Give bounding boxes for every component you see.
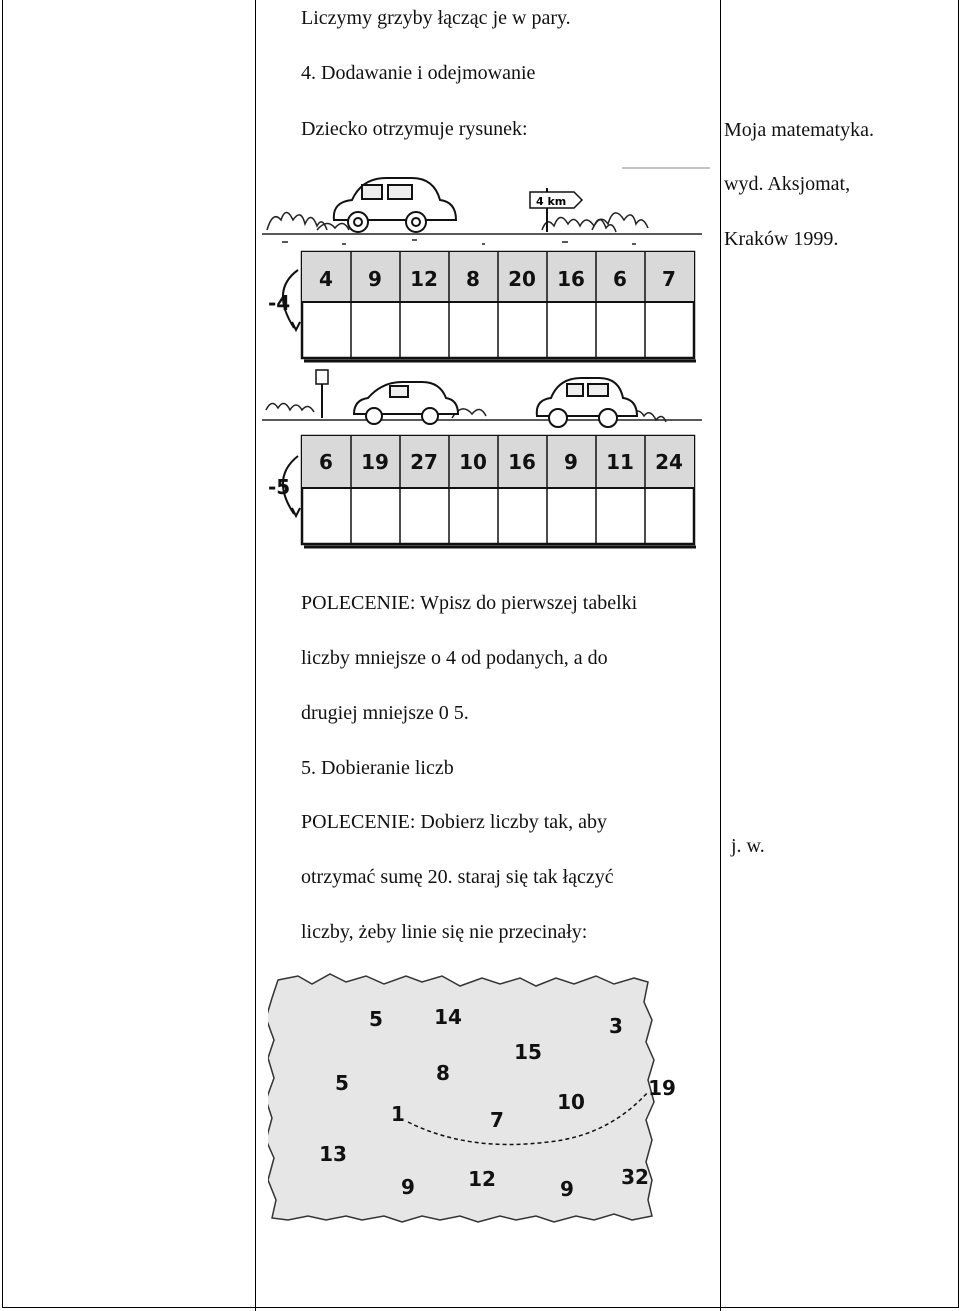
subtraction-illustration-1 <box>262 160 722 375</box>
puzzle-number: 15 <box>514 1040 542 1064</box>
instruction-1-line-2: liczby mniejsze o 4 od podanych, a do <box>301 647 608 669</box>
source-publisher: wyd. Aksjomat, <box>724 173 851 195</box>
puzzle-number: 1 <box>391 1102 405 1126</box>
intro-line: Liczymy grzyby łącząc je w pary. <box>301 7 571 29</box>
column-divider-left <box>255 0 256 1311</box>
instruction-2-line-1: POLECENIE: Dobierz liczby tak, aby <box>301 811 608 833</box>
source-place-year: Kraków 1999. <box>724 228 839 250</box>
table1-value: 8 <box>466 267 480 291</box>
signpost-icon <box>316 370 328 418</box>
road-sign-icon <box>530 188 582 232</box>
table1-value: 9 <box>368 267 382 291</box>
table2-value: 27 <box>410 450 438 474</box>
puzzle-number: 5 <box>369 1007 383 1031</box>
section-5-heading: 5. Dobieranie liczb <box>301 757 454 779</box>
puzzle-number: 5 <box>335 1071 349 1095</box>
table1-value: 4 <box>319 267 333 291</box>
puzzle-number: 32 <box>621 1165 649 1189</box>
section-4-heading: 4. Dodawanie i odejmowanie <box>301 62 536 84</box>
puzzle-number: 19 <box>648 1076 676 1100</box>
instruction-1-line-1: POLECENIE: Wpisz do pierwszej tabelki <box>301 592 638 614</box>
car-icon <box>354 382 458 424</box>
puzzle-number: 12 <box>468 1167 496 1191</box>
table1-value: 16 <box>557 267 585 291</box>
task-intro: Dziecko otrzymuje rysunek: <box>301 118 528 140</box>
source-note: j. w. <box>731 835 765 857</box>
table1-value: 12 <box>410 267 438 291</box>
table2-value: 19 <box>361 450 389 474</box>
table2-value: 11 <box>606 450 634 474</box>
table2-value: 10 <box>459 450 487 474</box>
puzzle-number: 13 <box>319 1142 347 1166</box>
puzzle-number: 9 <box>401 1175 415 1199</box>
table1-value: 20 <box>508 267 536 291</box>
car-icon <box>334 178 456 232</box>
puzzle-number: 7 <box>490 1108 504 1132</box>
puzzle-number: 3 <box>609 1014 623 1038</box>
table2-value: 9 <box>564 450 578 474</box>
bushes-scene-1 <box>262 213 702 245</box>
puzzle-number: 10 <box>557 1090 585 1114</box>
puzzle-number: 9 <box>560 1177 574 1201</box>
instruction-2-line-3: liczby, żeby linie się nie przecinały: <box>301 921 588 943</box>
table2-value: 6 <box>319 450 333 474</box>
number-table-2 <box>268 436 696 547</box>
road-sign-label: 4 km <box>536 195 567 208</box>
table2-value: 16 <box>508 450 536 474</box>
table1-value: 7 <box>662 267 676 291</box>
number-pairing-puzzle <box>268 970 720 1232</box>
puzzle-number: 8 <box>436 1061 450 1085</box>
table1-operator: -4 <box>268 291 291 315</box>
table1-value: 6 <box>613 267 627 291</box>
puzzle-number: 14 <box>434 1005 462 1029</box>
instruction-2-line-2: otrzymać sumę 20. staraj się tak łączyć <box>301 866 614 888</box>
subtraction-illustration-2 <box>262 362 722 557</box>
instruction-1-line-3: drugiej mniejsze 0 5. <box>301 702 469 724</box>
source-title: Moja matematyka. <box>724 119 874 141</box>
number-table-1 <box>268 252 696 361</box>
table2-value: 24 <box>655 450 683 474</box>
table2-operator: -5 <box>268 475 291 499</box>
